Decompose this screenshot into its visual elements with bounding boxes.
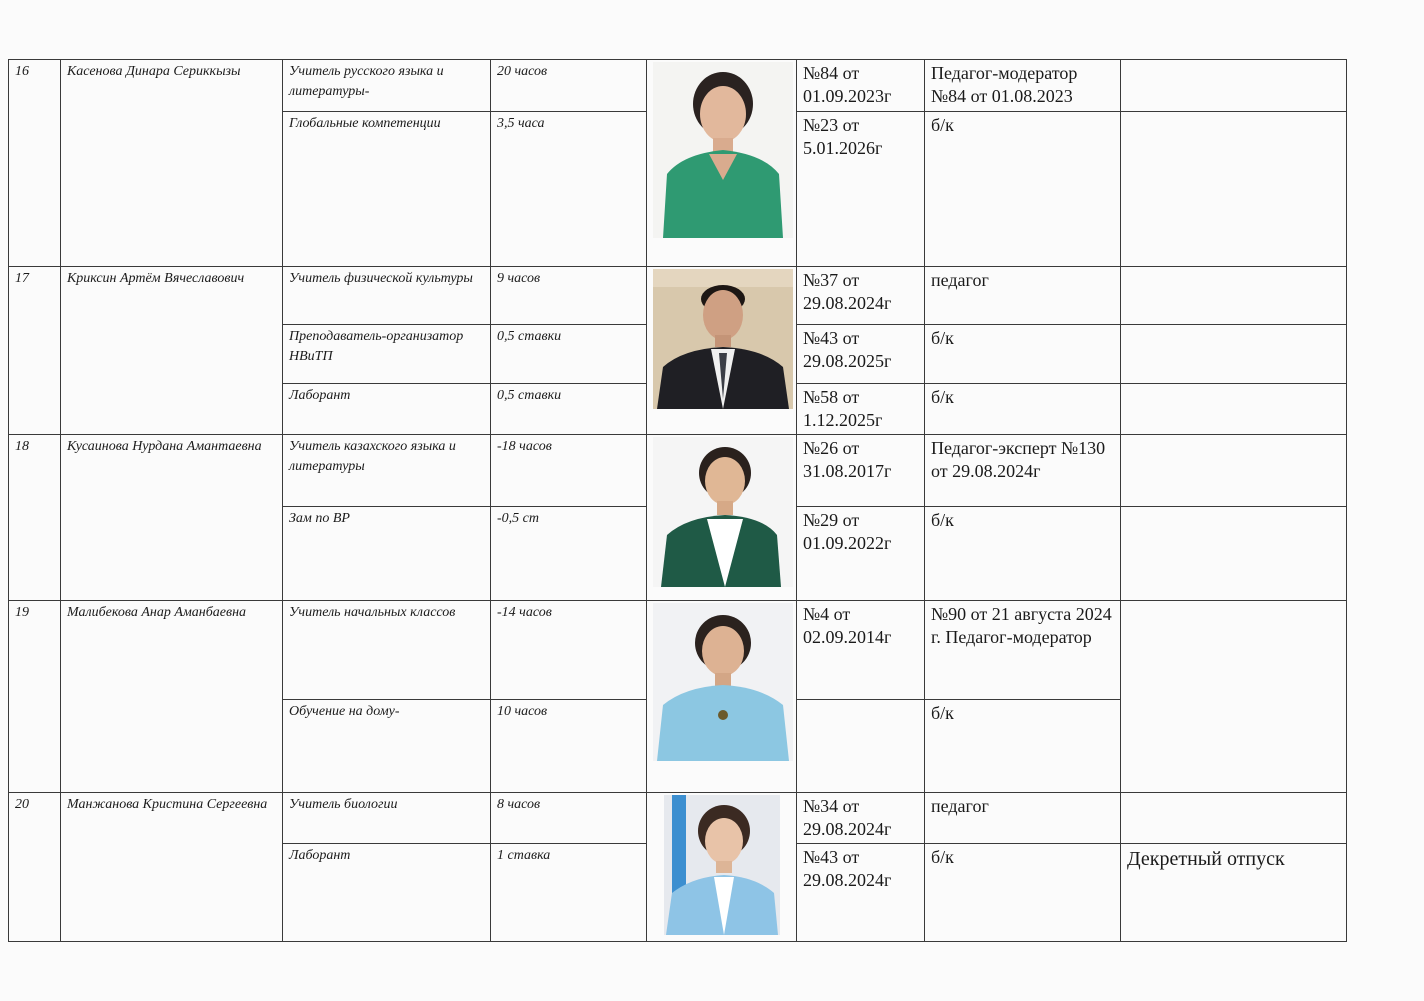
note-cell [1121, 60, 1347, 112]
hours-cell: 20 часов [491, 60, 647, 112]
category-cell: б/к [925, 325, 1121, 384]
category-cell: педагог [925, 267, 1121, 325]
order-cell: №84 от 01.09.2023г [797, 60, 925, 112]
portrait-photo-icon [653, 603, 793, 761]
position-cell: Учитель физической культуры [283, 267, 491, 325]
teacher-number: 20 [9, 793, 61, 942]
photo-cell [647, 793, 797, 942]
table-row [9, 60, 1347, 112]
order-cell: №37 от 29.08.2024г [797, 267, 925, 325]
category-cell: Педагог-модератор №84 от 01.08.2023 [925, 60, 1121, 112]
table-row [9, 793, 1347, 844]
order-cell: №29 от 01.09.2022г [797, 507, 925, 601]
hours-cell: -14 часов [491, 601, 647, 700]
note-cell [1121, 267, 1347, 325]
category-cell: Педагог-эксперт №130 от 29.08.2024г [925, 435, 1121, 507]
order-cell: №58 от 1.12.2025г [797, 384, 925, 435]
position-cell: Глобальные компетенции [283, 112, 491, 267]
order-cell: №43 от 29.08.2025г [797, 325, 925, 384]
note-cell [1121, 793, 1347, 844]
order-cell: №23 от 5.01.2026г [797, 112, 925, 267]
position-cell: Преподаватель-организатор НВиТП [283, 325, 491, 384]
teacher-number: 18 [9, 435, 61, 601]
hours-cell: 10 часов [491, 700, 647, 793]
staff-table [8, 59, 1347, 942]
teacher-number: 17 [9, 267, 61, 435]
position-cell: Лаборант [283, 844, 491, 942]
note-cell [1121, 325, 1347, 384]
hours-cell: 9 часов [491, 267, 647, 325]
teacher-name: Кусаинова Нурдана Амантаевна [61, 435, 283, 601]
hours-cell: 0,5 ставки [491, 325, 647, 384]
teacher-name: Криксин Артём Вячеславович [61, 267, 283, 435]
position-cell: Обучение на дому- [283, 700, 491, 793]
portrait-photo-icon [653, 437, 793, 587]
note-cell [1121, 384, 1347, 435]
teacher-name: Малибекова Анар Аманбаевна [61, 601, 283, 793]
note-cell [1121, 507, 1347, 601]
position-cell: Учитель начальных классов [283, 601, 491, 700]
category-cell: б/к [925, 700, 1121, 793]
teacher-name: Касенова Динара Сериккызы [61, 60, 283, 267]
photo-cell [647, 601, 797, 793]
position-cell: Учитель казахского языка и литературы [283, 435, 491, 507]
hours-cell: 8 часов [491, 793, 647, 844]
note-cell [1121, 112, 1347, 267]
position-cell: Учитель русского языка и литературы- [283, 60, 491, 112]
portrait-photo-icon [664, 795, 780, 935]
portrait-photo-icon [653, 62, 793, 238]
category-cell: б/к [925, 112, 1121, 267]
note-cell [1121, 435, 1347, 507]
order-cell: №4 от 02.09.2014г [797, 601, 925, 700]
photo-cell [647, 435, 797, 601]
note-cell-decree: Декретный отпуск [1121, 844, 1347, 942]
position-cell: Учитель биологии [283, 793, 491, 844]
position-cell: Лаборант [283, 384, 491, 435]
position-cell: Зам по ВР [283, 507, 491, 601]
category-cell: №90 от 21 августа 2024 г. Педагог-модератор [925, 601, 1121, 700]
note-cell [1121, 601, 1347, 793]
table-row [9, 267, 1347, 325]
photo-cell [647, 60, 797, 267]
teacher-name: Манжанова Кристина Сергеевна [61, 793, 283, 942]
hours-cell: 0,5 ставки [491, 384, 647, 435]
teacher-number: 19 [9, 601, 61, 793]
hours-cell: 3,5 часа [491, 112, 647, 267]
category-cell: б/к [925, 844, 1121, 942]
order-cell [797, 700, 925, 793]
staff-sheet [8, 59, 1346, 942]
hours-cell: -0,5 ст [491, 507, 647, 601]
order-cell: №43 от 29.08.2024г [797, 844, 925, 942]
hours-cell: -18 часов [491, 435, 647, 507]
category-cell: педагог [925, 793, 1121, 844]
photo-cell [647, 267, 797, 435]
order-cell: №26 от 31.08.2017г [797, 435, 925, 507]
category-cell: б/к [925, 507, 1121, 601]
table-row [9, 601, 1347, 700]
portrait-photo-icon [653, 269, 793, 409]
order-cell: №34 от 29.08.2024г [797, 793, 925, 844]
category-cell: б/к [925, 384, 1121, 435]
table-row [9, 435, 1347, 507]
teacher-number: 16 [9, 60, 61, 267]
hours-cell: 1 ставка [491, 844, 647, 942]
